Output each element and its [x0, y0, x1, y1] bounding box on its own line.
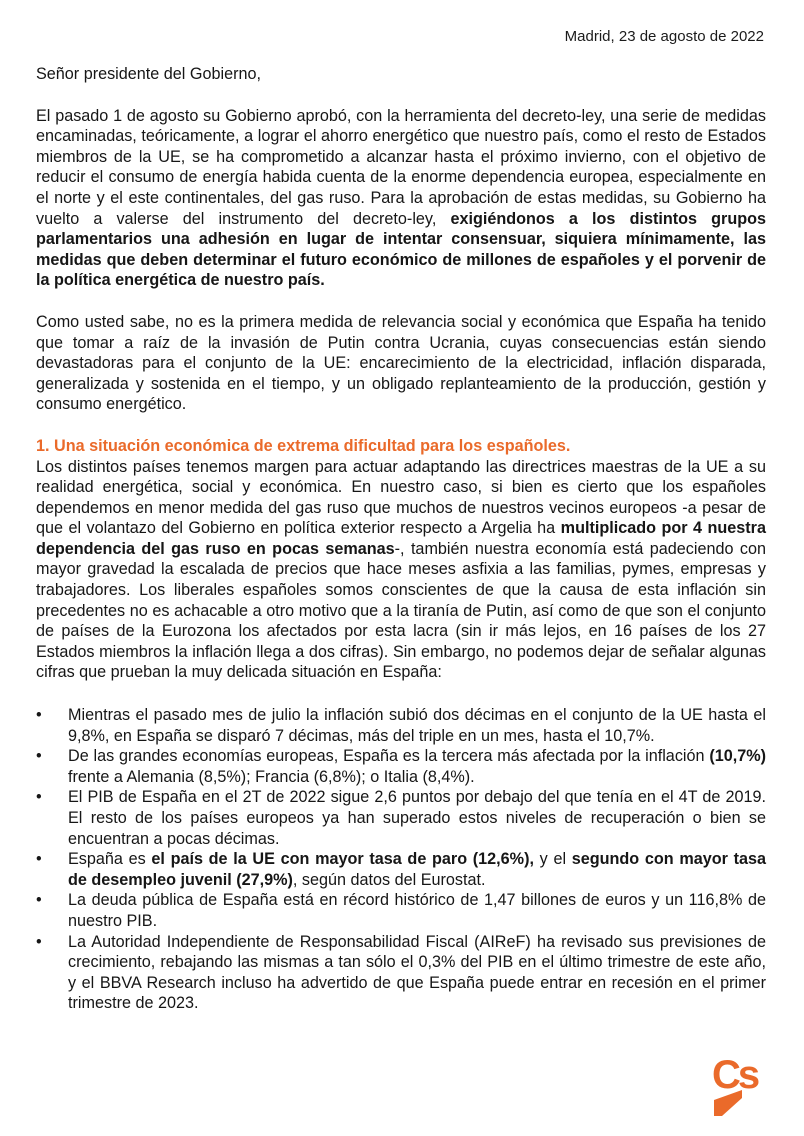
section-paragraph-text-a: Los distintos países tenemos margen para actuar adaptando las directrices maestras de la UE a su realidad energética, social y económica. En nuestro caso, si bien es cierto que los españoles dependemos en menor medida del gas ruso que muchos de nuestros vecinos europeos -a pesar de que el volantazo del Gobierno en política exterior respecto a Argelia ha	[36, 457, 766, 538]
paragraph-intro-text: El pasado 1 de agosto su Gobierno aprobó, con la herramienta del decreto-ley, una serie de medidas encaminadas, teóricamente, a lograr el ahorro energético que nuestro país, como el resto de Estados miembros de la UE, se ha comprometido a alcanzar hasta el próximo invierno, con el objetivo de reducir el consumo de energía habida cuenta de la enorme dependencia europea, especialmente en el norte y el este continentales, del gas ruso. Para la aprobación de estas medidas, su Gobierno ha vuelto a valerse del instrumento del decreto-ley,	[36, 106, 766, 228]
list-item-text: España es	[68, 850, 152, 869]
salutation: Señor presidente del Gobierno,	[36, 65, 261, 83]
list-item-bold: el país de la UE con mayor tasa de paro (12,6%),	[151, 850, 534, 869]
list-item	[36, 932, 766, 1014]
logo-text: Cs	[712, 1053, 758, 1097]
list-item	[36, 787, 766, 849]
list-item	[36, 849, 767, 890]
letter-date: Madrid, 23 de agosto de 2022	[564, 28, 764, 45]
section-paragraph-bold: multiplicado por 4 nuestra dependencia del gas ruso en pocas semanas	[36, 519, 766, 558]
bullet-icon: •	[36, 850, 42, 869]
section-paragraph-text-b: -, también nuestra economía está padeciendo con mayor gravedad la escalada de precios que hace meses asfixia a las familias, pymes, empresas y trabajadores. Los liberales españoles somos conscientes de que la causa de esta inflación sin precedentes no es achacable a otro motivo que a la tiranía de Putin, así como de que son el conjunto de países de la Eurozona los afectados por esta lacra (sin ir más lejos, en 16 países de los 27 Estados miembros la inflación llega a dos cifras). Sin embargo, no podemos dejar de señalar algunas cifras que prueban la muy delicada situación en España:	[36, 539, 766, 682]
list-item-bold: segundo con mayor tasa de desempleo juvenil (27,9%)	[68, 850, 767, 889]
ciudadanos-logo-icon	[712, 1052, 776, 1118]
bullet-icon: •	[36, 788, 42, 807]
paragraph-intro-bold: exigiéndonos a los distintos grupos parlamentarios una adhesión en lugar de intentar consensuar, siquiera mínimamente, las medidas que deben determinar el futuro económico de millones de españoles y el porvenir de la política energética de nuestro país.	[36, 209, 767, 290]
list-item-text: La deuda pública de España está en récord histórico de 1,47 billones de euros y un 116,8% de nuestro PIB.	[68, 891, 766, 930]
bullet-icon: •	[36, 932, 42, 951]
bullet-icon: •	[36, 706, 42, 725]
list-item	[36, 705, 766, 746]
bullet-icon: •	[36, 891, 42, 910]
list-item-text: El PIB de España en el 2T de 2022 sigue 2,6 puntos por debajo del que tenía en el 4T de 2019. El resto de los países europeos ya han superado estos niveles de recuperación o bien se encuentran a pocas décimas.	[68, 788, 766, 848]
list-item-text: , según datos del Eurostat.	[292, 870, 486, 889]
section-heading: 1. Una situación económica de extrema dificultad para los españoles.	[36, 436, 571, 455]
bullet-list	[36, 705, 766, 1014]
list-item-text: Mientras el pasado mes de julio la inflación subió dos décimas en el conjunto de la UE hasta el 9,8%, en España se disparó 7 décimas, más del triple en un mes, hasta el 10,7%.	[68, 706, 766, 745]
paragraph-intro	[36, 106, 766, 291]
list-item-text: La Autoridad Independiente de Responsabilidad Fiscal (AIReF) ha revisado sus previsiones de crecimiento, rebajando las mismas a tan sólo el 0,3% del PIB en el último trimestre de este año, y el BBVA Research incluso ha advertido de que España puede entrar en recesión en el primer trimestre de 2023.	[68, 932, 766, 1013]
list-item	[36, 746, 766, 787]
section-paragraph	[36, 457, 766, 684]
list-item-text: De las grandes economías europeas, España es la tercera más afectada por la inflación	[68, 747, 710, 766]
paragraph-context: Como usted sabe, no es la primera medida de relevancia social y económica que España ha tenido que tomar a raíz de la invasión de Putin contra Ucrania, cuyas consecuencias están siendo devastadoras para el conjunto de la UE: encarecimiento de la electricidad, inflación disparada, generalizada y sostenida en el tiempo, y un obligado replanteamiento de la producción, gestión y consumo energético.	[36, 312, 766, 414]
list-item-bold: (10,7%)	[709, 747, 766, 766]
list-item-text: frente a Alemania (8,5%); Francia (6,8%); o Italia (8,4%).	[68, 767, 475, 786]
bullet-icon: •	[36, 747, 42, 766]
list-item-text: y el	[533, 850, 572, 869]
list-item	[36, 890, 766, 931]
letter-body	[36, 64, 766, 1014]
